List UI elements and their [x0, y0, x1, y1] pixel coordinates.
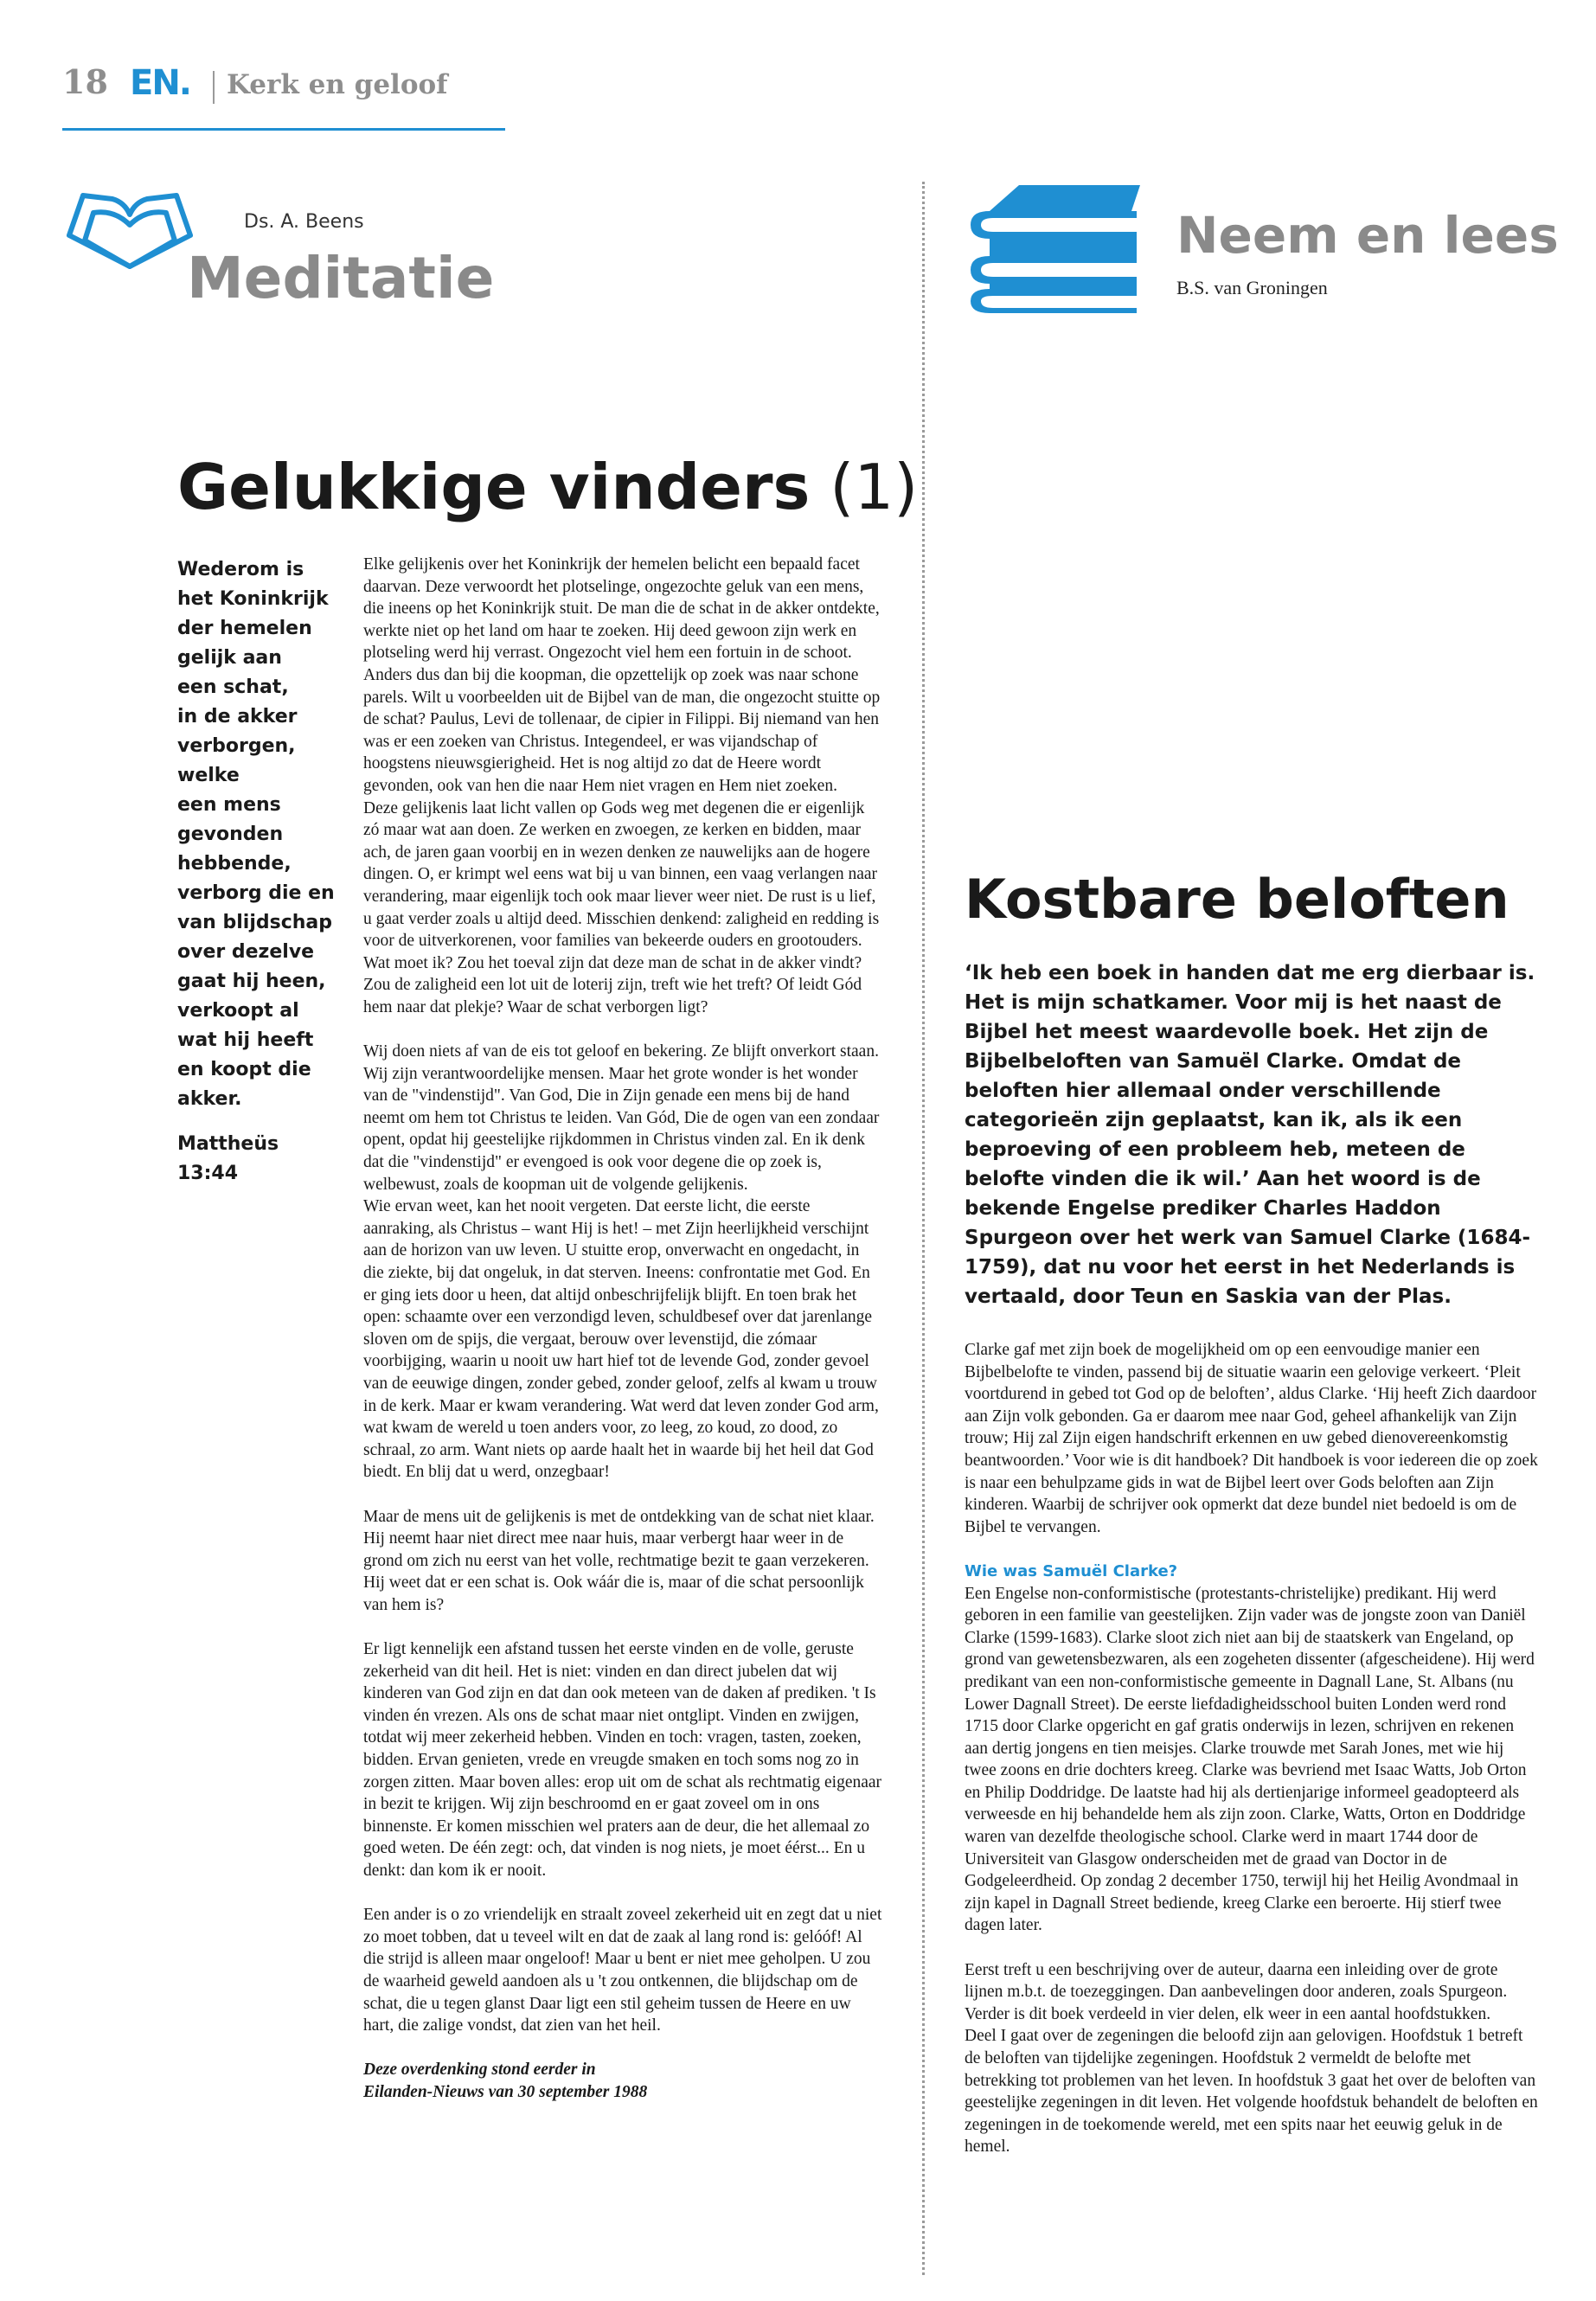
body-paragraph: Een Engelse non-conformistische (protestants-christelijke) predikant. Hij werd geboren in een familie van geestelijken. Zijn vader was de jongste zoon van Daniël Clarke (1599-1683). Clarke sloot zich niet aan bij de staatskerk van Engeland, op grond van gewetensbezwaren, als een zogeheten dissenter (afgescheidene). Hij werd predikant van een non-conformistische gemeente in Dagnall Lane, St. Albans (nu Lower Dagnall Street). De eerste liefdadigheidsschool buiten Londen werd rond 1715 door Clarke opgericht en gaf gratis onderwijs in lezen, schrijven en rekenen aan dertig jongens en tien meisjes. Clarke trouwde met Sarah Jones, met wie hij twee zoons en drie dochters kreeg. Clarke was bevriend met Isaac Watts, Job Orton en Philip Doddridge. De laatste had hij als dertienjarige informeel geadopteerd als verweesde en hij behandelde hem als zijn zoon. Clarke, Watts, Orton en Doddridge waren van dezelfde theologische school. Clarke werd in maart 1744 door de Universiteit van Glasgow onderscheiden met de graad van Doctor in de Godgeleerdheid. Op zondag 2 december 1750, terwijl hij het Heilig Avondmaal in zijn kapel in Dagnall Street bediende, kreeg Clarke een beroerte. Hij stierf twee dagen later.: [965, 1584, 1535, 1935]
reference-line: Mattheüs: [177, 1133, 279, 1155]
quote-line: verborgen,: [177, 735, 296, 757]
header-separator: [213, 71, 215, 104]
quote-line: Wederom is: [177, 559, 304, 580]
publication-logo: EN.: [130, 63, 190, 103]
review-title: Kostbare beloften: [965, 868, 1509, 931]
meditation-title-suffix: (1): [830, 451, 919, 523]
body-paragraph: Maar de mens uit de gelijkenis is met de ontdekking van de schat niet klaar. Hij neemt haar niet direct mee naar huis, maar verbergt haar weer in de grond om zich nu eerst van het volle, rechtmatige bezit te gaan verzekeren. Hij weet dat er een schat is. Ook wáár die is, maar of die schat persoonlijk van hem is?: [363, 1507, 875, 1614]
section-title: Kerk en geloof: [227, 69, 448, 100]
scripture-reference: [177, 1130, 342, 1189]
header-rule: [62, 128, 505, 131]
quote-line: gevonden: [177, 824, 284, 845]
quote-line: in de akker: [177, 706, 298, 727]
open-book-heart-icon: [61, 180, 199, 279]
scripture-quote: [177, 555, 342, 1189]
quote-line: een schat,: [177, 676, 289, 698]
quote-line: verkoopt al: [177, 1000, 299, 1022]
quote-line: gelijk aan: [177, 647, 282, 669]
credit-line: Deze overdenking stond eerder in: [363, 2061, 596, 2080]
meditation-body: [363, 554, 882, 2104]
column-label-meditatie: Meditatie: [187, 245, 495, 311]
credit-line: Eilanden-Nieuws van 30 september 1988: [363, 2082, 648, 2101]
quote-line: verborg die en: [177, 882, 335, 904]
quote-line: akker.: [177, 1088, 242, 1110]
body-paragraph: Wij doen niets af van de eis tot geloof en bekering. Ze blijft onverkort staan. Wij zijn verantwoordelijke mensen. Maar het grote wonder is het wonder van de "vindenstijd". Van God, Die in Zijn genade een mens bij de hand neemt om hem tot Christus te leiden. Van Gód, Die de ogen van een zondaar opent, opdat hij geestelijke rijkdommen in Christus vinden zal. En ik denk dat die "vindenstijd" er evengoed is ook voor degene die op zoek is, welbewust, zoals de koopman uit de volgende gelijkenis. Wie ervan weet, kan het nooit vergeten. Dat eerste licht, die eerste aanraking, als Christus – want Hij is het! – met Zijn heerlijkheid verschijnt aan de horizon van uw leven. U stuitte erop, onverwacht en ongedacht, in die ziekte, bij dat ongeluk, in dat sterven. Ineens: confrontatie met God. En er ging iets door u heen, dat altijd onbeschrijfelijk blijft. En toen brak het open: schaamte over een verzondigd leven, schuldbesef over dat jarenlange sloven om de spijs, die vergaat, berouw over levenstijd, die zómaar voorbijging, waarin u nooit uw hart hief tot de levende God, zonder gevoel van de eeuwige dingen, zonder gebed, zonder geloof, zelfs al kwam u trouw in de kerk. Maar er kwam verandering. Wat werd dat leven zonder God arm, wat kwam de wereld u toen anders voor, zo leeg, zo koud, zo dood, zo schraal, zo arm. Want niets op aarde haalt het in waarde bij het heil dat God biedt. En blij dat u werd, onzegbaar!: [363, 1042, 880, 1482]
body-paragraph: Elke gelijkenis over het Koninkrijk der hemelen belicht een bepaald facet daarvan. Deze verwoordt het plotselinge, ongezochte geluk van een mens, die ineens op het Koninkrijk stuit. De man die de schat in de akker ontdekte, werkte niet op het land om haar te zoeken. Hij deed gewoon zijn werk en plotseling werd hij verrast. Ongezocht viel hem een fortuin in de schoot. Anders dus dan bij die koopman, die opzettelijk op zoek was naar schone parels. Wilt u voorbeelden uit de Bijbel van de man, die ongezocht stuitte op de schat? Paulus, Levi de tollenaar, de cipier in Filippi. Bij niemand van hen was er een zoeken van Christus. Integendeel, er was vijandschap of hoogstens nieuwsgierigheid. Het is nog altijd zo dat de Heere wordt gevonden, ook van hen die naar Hem niet vragen en Hem niet zoeken. Deze gelijkenis laat licht vallen op Gods weg met degenen die er eigenlijk zó maar wat aan doen. Ze werken en zwoegen, ze kerken en bidden, maar ach, de jaren gaan voorbij en in wezen denken ze nauwelijks aan de hogere dingen. O, er krimpt wel eens wat bij u van binnen, een vaag verlangen naar verandering, maar eigenlijk toch ook maar liever weer niet. De rust is u lief, u gaat verder zoals u altijd deed. Misschien denkend: zaligheid en redding is voor de uitverkorenen, voor families van bekeerde ouders en grootouders. Wat moet ik? Zou het toeval zijn dat deze man de schat in de akker vindt? Zou de zaligheid een lot uit de loterij zijn, treft wie het treft? Of leidt Gód hem naar dat plekje? Waar de schat verborgen ligt?: [363, 555, 881, 1016]
quote-line: een mens: [177, 794, 281, 816]
page-number: 18: [62, 62, 108, 101]
publication-credit: [363, 2059, 882, 2103]
column-divider: [922, 182, 925, 2275]
quote-line: het Koninkrijk: [177, 588, 329, 610]
quote-line: welke: [177, 765, 240, 786]
review-author: B.S. van Groningen: [1176, 277, 1328, 298]
review-intro: ‘Ik heb een boek in handen dat me erg dierbaar is. Het is mijn schatkamer. Voor mij is het naast de Bijbel het meest waardevolle boek. Het zijn de Bijbelbeloften van Samuël Clarke. Omdat de beloften hier allemaal onder verschillende categorieën zijn geplaatst, kan ik, als ik een beproeving of een probleem heb, meteen de belofte vinden die ik wil.’ Aan het woord is de bekende Engelse prediker Charles Haddon Spurgeon over het werk van Samuel Clarke (1684-1759), dat nu voor het eerst in het Nederlands is vertaald, door Teun en Saskia van der Plas.: [965, 962, 1535, 1308]
books-stack-icon: [958, 182, 1147, 321]
quote-line: gaat hij heen,: [177, 971, 326, 992]
meditation-title-main: Gelukkige vinders: [177, 451, 811, 523]
body-paragraph: Clarke gaf met zijn boek de mogelijkheid om op een eenvoudige manier een Bijbelbelofte te vinden, passend bij de situatie waarin een gelovige verkeert. ‘Pleit voortdurend in gebed tot God op de beloften’, aldus Clarke. ‘Hij heeft Zich daardoor aan Zijn volk gebonden. Ga er daarom mee naar God, geheel afhankelijk van Zijn trouw; Hij zal Zijn eigen handschrift erkennen en uw gebed dienovereenkomstig beantwoorden.’ Voor wie is dit handboek? Dit handboek is voor iedereen die op zoek is naar een behulpzame gids in wat de Bijbel leert over Gods beloften aan Zijn kinderen. Waarbij de schrijver ook opmerkt dat deze bundel niet bedoeld is om de Bijbel te vervangen.: [965, 1341, 1538, 1536]
review-subheading: Wie was Samuël Clarke?: [965, 1561, 1178, 1580]
meditation-title: [177, 448, 918, 526]
quote-line: wat hij heeft: [177, 1029, 314, 1051]
review-body: [965, 1339, 1539, 2181]
reference-line: 13:44: [177, 1163, 239, 1184]
body-paragraph: Eerst treft u een beschrijving over de auteur, daarna een inleiding over de grote lijnen m.b.t. de toezeggingen. Dan aanbevelingen door anderen, zoals Spurgeon. Verder is dit boek verdeeld in vier delen, elk weer in een aantal hoofdstukken. Deel I gaat over de zegeningen die beloofd zijn aan gelovigen. Hoofdstuk 1 betreft de beloften van tijdelijke zegeningen. Hoofdstuk 2 vermeldt de belofte met betrekking tot problemen van het leven. In hoofdstuk 3 gaat het over de beloften van geestelijke zegeningen in dit leven. Het volgende hoofdstuk behandelt de beloften en zegeningen in de toekomende wereld, met een spits naar het eeuwig geluk in de hemel.: [965, 1960, 1538, 2157]
body-paragraph: Er ligt kennelijk een afstand tussen het eerste vinden en de volle, geruste zekerheid van dit heil. Het is niet: vinden en dan direct jubelen dat wij kinderen van God zijn en dat dan ook meteen van de daken af prediken. 't Is vinden én vrezen. Als ons de schat maar niet ontglipt. Vinden en zwijgen, totdat wij meer zekerheid hebben. Vinden en toch: vragen, tasten, zoeken, bidden. Ervan genieten, vrede en vreugde smaken en toch soms nog zo in zorgen zitten. Maar boven alles: erop uit om de schat als rechtmatig eigenaar in bezit te krijgen. Wij zijn beschroomd en er gaat zoveel om in ons binnenste. Er komen misschien wel praters aan de deur, die het allemaal zo goed weten. De één zegt: och, dat vinden is nog niets, je moet éérst... En u denkt: dan kom ik er nooit.: [363, 1640, 882, 1881]
meditation-author: Ds. A. Beens: [244, 211, 364, 233]
column-label-neem-en-lees: Neem en lees: [1176, 206, 1559, 265]
quote-line: over dezelve: [177, 941, 315, 963]
quote-line: van blijdschap: [177, 912, 333, 933]
body-paragraph: Een ander is o zo vriendelijk en straalt zoveel zekerheid uit en zegt dat u niet zo moet tobben, dat u teveel wilt en dat de zaak al lang rond is: gelóóf! Al die strijd is alleen maar ongeloof! Maar u bent er niet mee geholpen. U zou de waarheid geweld aandoen als u 't zou ontkennen, die blijdschap om de schat, die u tegen glanst Daar ligt een stil geheim tussen de Heere en uw hart, die zalige vondst, dat zien van het heil.: [363, 1906, 882, 2035]
quote-line: hebbende,: [177, 853, 292, 875]
quote-line: der hemelen: [177, 618, 312, 639]
quote-line: en koopt die: [177, 1059, 311, 1080]
